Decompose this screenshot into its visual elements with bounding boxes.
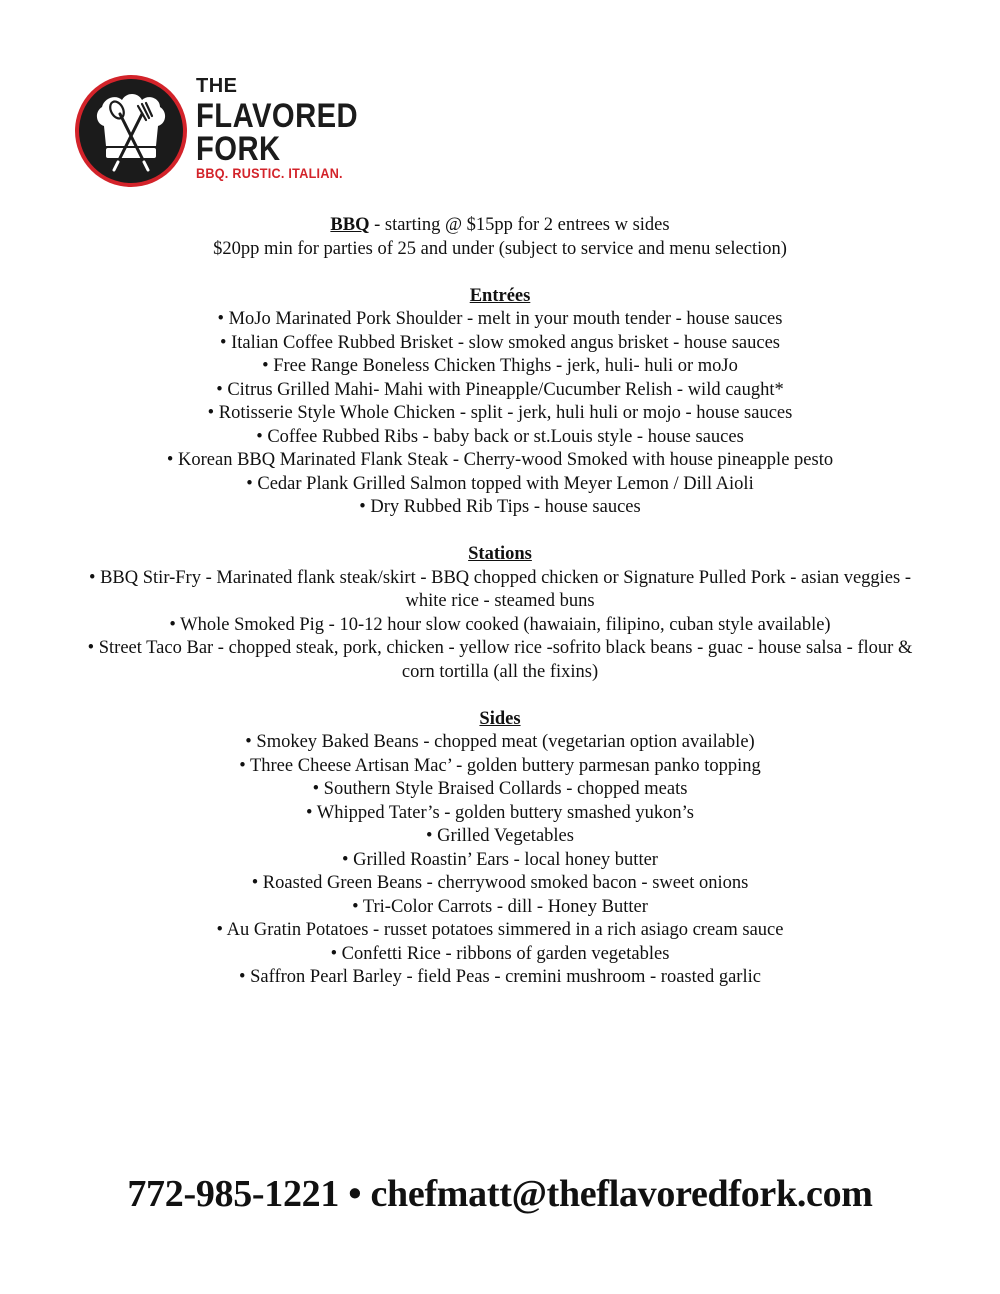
contact-footer (0, 1172, 1000, 1216)
stations-title: Stations (468, 544, 532, 564)
logo-line-the: THE (196, 75, 238, 97)
logo-line-fork: FORK (196, 130, 281, 168)
entrees-title: Entrées (469, 285, 531, 306)
side-item: • Au Gratin Potatoes - russet potatoes simmered in a rich asiago cream sauce (216, 920, 784, 940)
logo-line-flavored: FLAVORED (196, 97, 359, 135)
station-item: • Whole Smoked Pig - 10-12 hour slow cooked (hawaiain, filipino, cuban style available) (169, 614, 831, 635)
entree-item: • MoJo Marinated Pork Shoulder - melt in your mouth tender - house sauces (217, 309, 783, 329)
intro-line-2: $20pp min for parties of 25 and under (subject to service and menu selection) (213, 238, 787, 259)
side-item: • Southern Style Braised Collards - chopped meats (312, 779, 688, 799)
spacer (80, 261, 920, 285)
spacer (80, 684, 920, 708)
chef-hat-fork-logo-icon (74, 74, 188, 188)
side-item: • Roasted Green Beans - cherrywood smoked bacon - sweet onions (251, 873, 749, 893)
side-item: • Tri-Color Carrots - dill - Honey Butter (352, 896, 648, 917)
logo-tagline: BBQ. RUSTIC. ITALIAN. (196, 165, 343, 181)
email-address[interactable]: chefmatt@theflavoredfork.com (370, 1173, 873, 1215)
side-item: • Saffron Pearl Barley - field Peas - cremini mushroom - roasted garlic (239, 967, 761, 987)
side-item: • Grilled Vegetables (426, 826, 574, 846)
side-item: • Confetti Rice - ribbons of garden vegetables (330, 943, 670, 964)
brand-logo (74, 72, 364, 192)
entree-item: • Italian Coffee Rubbed Brisket - slow smoked angus brisket - house sauces (220, 332, 780, 353)
sides-title: Sides (479, 708, 521, 729)
entree-item: • Rotisserie Style Whole Chicken - split - jerk, huli huli or mojo - house sauces (207, 403, 793, 423)
side-item: • Grilled Roastin’ Ears - local honey butter (342, 849, 658, 870)
side-item: • Three Cheese Artisan Mac’ - golden buttery parmesan panko topping (239, 755, 761, 776)
entree-item: • Citrus Grilled Mahi- Mahi with Pineapple/Cucumber Relish - wild caught* (216, 379, 784, 400)
intro-title: BBQ (330, 215, 370, 235)
entree-item: • Coffee Rubbed Ribs - baby back or st.Louis style - house sauces (256, 426, 744, 447)
entree-item: • Free Range Boneless Chicken Thighs - jerk, huli- huli or moJo (262, 356, 738, 376)
station-item: • Street Taco Bar - chopped steak, pork, chicken - yellow rice -sofrito black beans - guac - house salsa - flour & corn tortilla (all the fixins) (87, 638, 913, 682)
side-item: • Whipped Tater’s - golden buttery smashed yukon’s (306, 802, 694, 823)
spacer (80, 520, 920, 544)
entree-item: • Cedar Plank Grilled Salmon topped with Meyer Lemon / Dill Aioli (246, 473, 754, 494)
intro-line-1-text: - starting @ $15pp for 2 entrees w sides (369, 215, 670, 235)
menu-content (80, 214, 920, 990)
side-item: • Smokey Baked Beans - chopped meat (vegetarian option available) (245, 732, 755, 752)
intro-line-1 (80, 214, 920, 238)
entree-item: • Dry Rubbed Rib Tips - house sauces (359, 497, 641, 517)
phone-number[interactable]: 772-985-1221 (127, 1173, 340, 1215)
station-item: • BBQ Stir-Fry - Marinated flank steak/skirt - BBQ chopped chicken or Signature Pulled Pork - asian veggies - white rice - steamed buns (88, 567, 911, 611)
entree-item: • Korean BBQ Marinated Flank Steak - Cherry-wood Smoked with house pineapple pesto (166, 450, 834, 470)
footer-separator: • (339, 1173, 371, 1215)
